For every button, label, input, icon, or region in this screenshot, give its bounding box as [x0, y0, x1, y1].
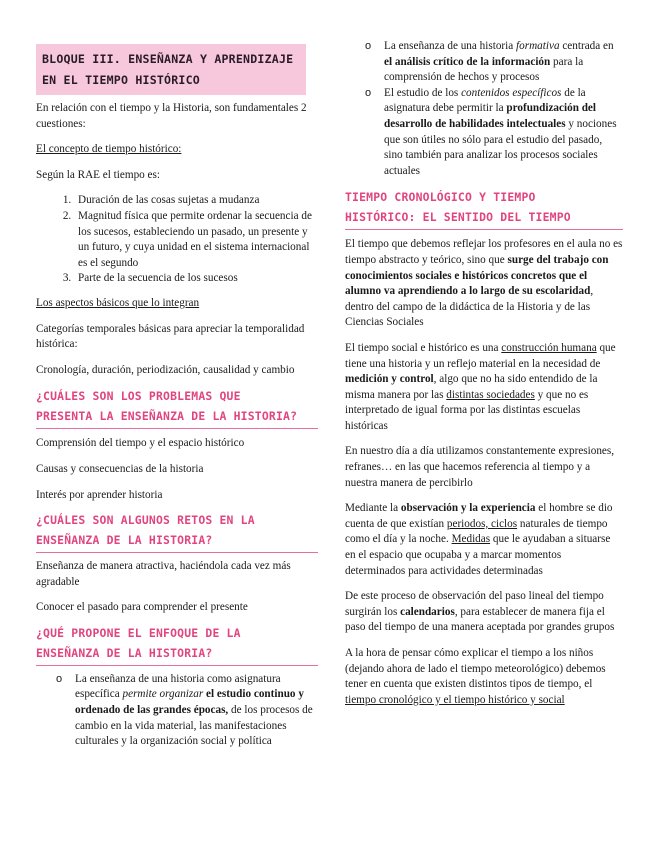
p4-text-3: naturales de tiempo como el día y la noche.: [345, 517, 608, 546]
aspects-heading: Los aspectos básicos que lo integran: [36, 296, 200, 309]
paragraph-5: [345, 589, 623, 636]
p2-underline-2: distintas sociedades: [446, 388, 535, 401]
challenges-heading-line-1: ¿CUÁLES SON ALGUNOS RETOS EN LA: [36, 513, 255, 528]
approach-2-text: La enseñanza de una historia: [384, 40, 517, 52]
paragraph-6: [345, 646, 623, 708]
paragraph-3: [345, 444, 623, 491]
approach-3-bold: profundización del desarrollo de habilidades intelectuales: [384, 102, 597, 130]
problem-item: Comprensión del tiempo y el espacio histórico: [36, 437, 245, 450]
p2-rest: y que no es interpretado de igual forma por las distintas escuelas históricas: [345, 388, 589, 432]
section-title-line-1: BLOQUE III. ENSEÑANZA Y APRENDIZAJE: [42, 52, 294, 66]
problem-item: Interés por aprender historia: [36, 488, 163, 501]
challenge-item: Enseñanza de manera atractiva, haciéndola cada vez más agradable: [36, 560, 291, 588]
challenge-item: Conocer el pasado para comprender el presente: [36, 601, 248, 614]
section-title-banner: [36, 44, 306, 95]
p4-underline-1: periodos, ciclos: [446, 517, 518, 530]
approach-heading-line-2: ENSEÑANZA DE LA HISTORIA?: [36, 645, 213, 660]
list-item: [345, 39, 623, 86]
approach-list: [36, 672, 318, 750]
chrono-heading: [345, 187, 623, 230]
p5-rest: , para establecer de manera fija el paso del tiempo de una manera aceptada por grandes grupos: [345, 605, 615, 634]
p3-expressions: expresiones, refranes… en las que hacemos referencia al: [345, 445, 615, 474]
chrono-heading-line-2: HISTÓRICO: EL SENTIDO DEL TIEMPO: [345, 210, 571, 225]
categories-list: Cronología, duración, periodización, causalidad y cambio: [36, 363, 295, 376]
p6-text: A la hora de pensar cómo explicar el tiempo a los niños (dejando ahora de lado el tiempo meteorológico) debemos tener en cuenta que existen distintos tipos de tiempo, el: [345, 647, 606, 691]
p3-text: En nuestro día a día utilizamos constantemente: [345, 445, 559, 458]
paragraph-1: [345, 237, 623, 331]
p2-text-2: que tiene una historia y un reflejo material en la necesidad de: [345, 341, 616, 370]
approach-1-rest: de los procesos de cambio en la vida material, las manifestaciones culturales y la organización social y política: [75, 704, 313, 748]
approach-3-italic: contenidos específicos: [461, 86, 562, 99]
chrono-heading-line-1: TIEMPO CRONOLÓGICO Y TIEMPO: [345, 190, 536, 205]
list-item: 2. Magnitud física que permite ordenar la secuencia de los sucesos, estableciendo un pasado, un presente y un futuro, y cuya unidad en el sistema internacional es el segundo: [74, 209, 318, 271]
p3-rest: tiempo y a nuestra manera de percibirlo: [345, 461, 591, 489]
intro-text: En relación con el tiempo y la Historia, son fundamentales 2 cuestiones:: [36, 102, 307, 130]
approach-2-italic: formativa: [516, 40, 560, 52]
problems-heading: [36, 386, 318, 429]
list-item: 1. Duración de las cosas sujetas a mudanza: [74, 193, 318, 209]
p4-underline-2: Medidas: [451, 533, 491, 546]
challenges-heading: [36, 510, 318, 553]
p1-rest: , dentro del campo de la didáctica de la Historia y de las Ciencias Sociales: [345, 285, 594, 329]
approach-2-bold: el análisis crítico de la información: [384, 55, 551, 68]
problems-heading-line-2: PRESENTA LA ENSEÑANZA DE LA HISTORIA?: [36, 409, 298, 424]
p6-underline: tiempo cronológico y el tiempo histórico y social: [345, 693, 565, 706]
approach-3-text: El estudio de los: [384, 86, 462, 99]
paragraph-4: [345, 501, 623, 579]
left-column: [36, 0, 318, 750]
list-item: [345, 86, 623, 180]
concept-heading: El concepto de tiempo histórico:: [36, 143, 182, 156]
list-item: 3. Parte de la secuencia de los sucesos: [74, 271, 318, 287]
section-title-line-2: EN EL TIEMPO HISTÓRICO: [42, 73, 200, 87]
p4-text-2: el hombre se dio cuenta de que existían: [345, 502, 613, 530]
approach-1-italic: permite organizar: [122, 688, 204, 701]
categories-text: Categorías temporales básicas para apreciar la temporalidad histórica:: [36, 322, 305, 351]
p5-text: De este proceso de observación del paso lineal del tiempo surgirán los: [345, 590, 604, 618]
approach-list-continued: [345, 39, 623, 179]
paragraph-2: [345, 341, 623, 435]
p1-bold: surge del trabajo con conocimientos sociales e históricos concretos que el alumno va aprendiendo a lo largo de su escolaridad: [345, 253, 609, 298]
approach-heading: [36, 623, 318, 666]
list-item: [36, 672, 318, 750]
challenges-heading-line-2: ENSEÑANZA DE LA HISTORIA?: [36, 533, 213, 548]
approach-2-rest: para la comprensión de hechos y procesos: [384, 55, 584, 84]
rae-intro: Según la RAE el tiempo es:: [36, 168, 160, 181]
p1-text: El tiempo que debemos reflejar los profesores en el aula no es tiempo abstracto y teórico, sino que: [345, 238, 623, 266]
approach-2-text-2: centrada en: [559, 40, 614, 52]
p5-bold: calendarios: [400, 605, 455, 618]
p4-rest: que le ayudaban a situarse en el espacio que ocupaba y a marcar momentos determinados para actividades determinadas: [345, 533, 611, 577]
problem-item: Causas y consecuencias de la historia: [36, 462, 204, 475]
p2-bold: medición y control: [345, 373, 434, 386]
right-column: [345, 0, 623, 708]
approach-heading-line-1: ¿QUÉ PROPONE EL ENFOQUE DE LA: [36, 625, 241, 640]
p2-text: El tiempo social e histórico es una: [345, 341, 502, 354]
p4-bold: observación y la experiencia: [400, 502, 536, 515]
p2-text-3: , algo que no ha sido entendido de la misma manera por las: [345, 373, 598, 401]
rae-definitions-list: [36, 193, 318, 287]
p4-text: Mediante la: [345, 502, 401, 515]
p2-underline-1: construcción humana: [501, 341, 597, 354]
approach-3-rest: y nociones que son útiles no sólo para el estudio del pasado, sino también para analizar los procesos sociales actuales: [384, 117, 617, 177]
problems-heading-line-1: ¿CUÁLES SON LOS PROBLEMAS QUE: [36, 389, 241, 404]
approach-1-bold: el estudio continuo y ordenado de las grandes épocas,: [75, 688, 304, 717]
approach-3-text-2: de la asignatura debe permitir la: [384, 86, 586, 115]
approach-1-text: La enseñanza de una historia como asignatura específica: [75, 672, 281, 701]
